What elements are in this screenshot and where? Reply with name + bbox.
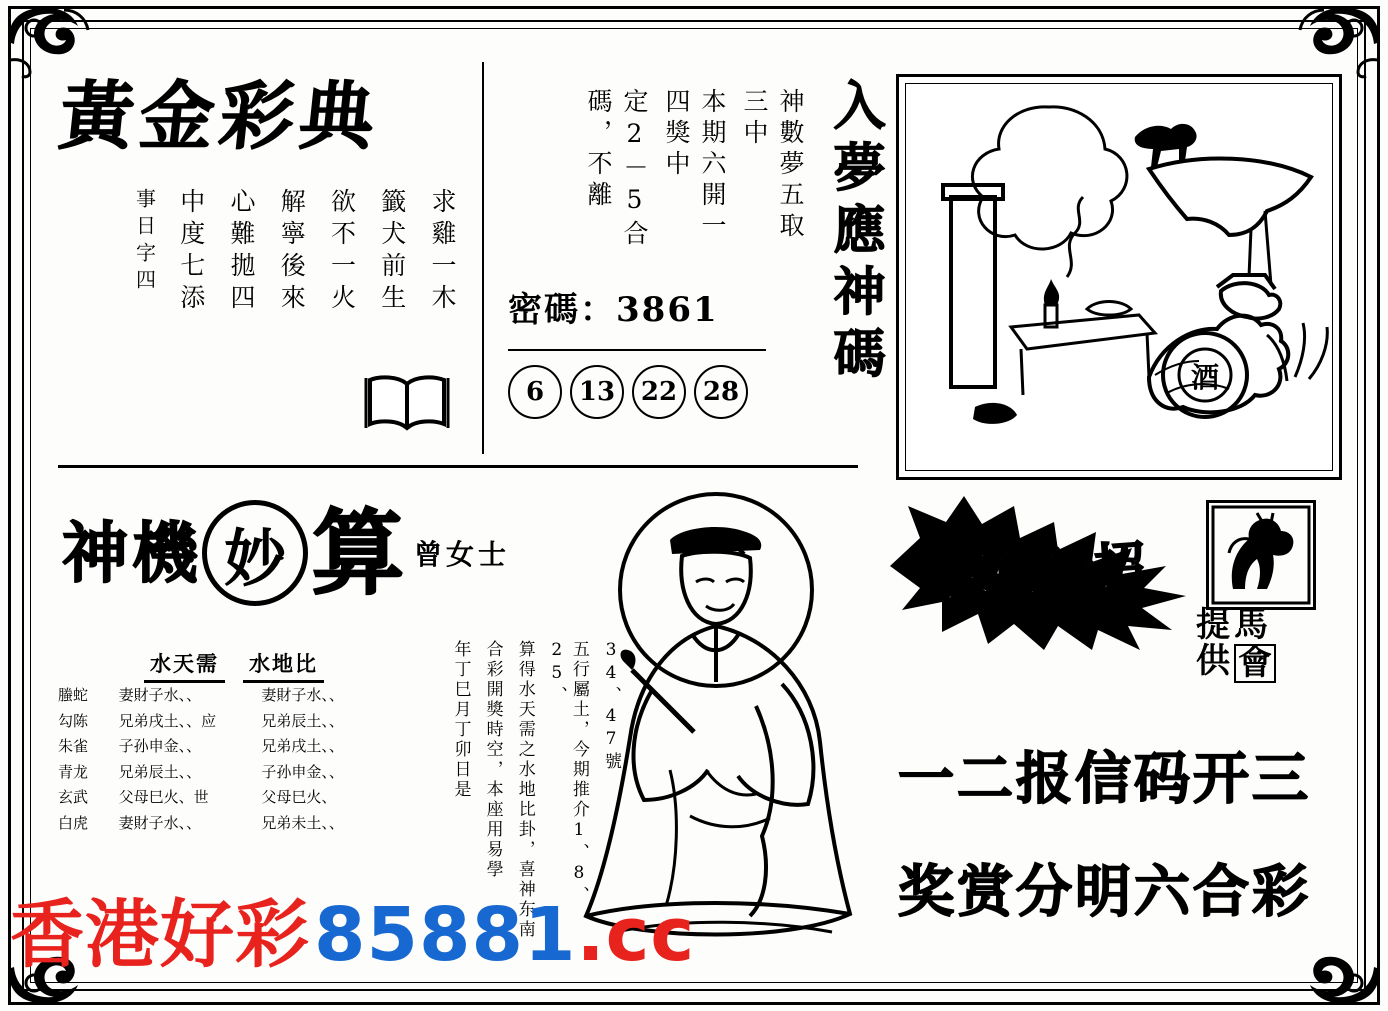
corner-ornament-icon — [1292, 2, 1384, 80]
table-cell: 父母巳火、世 — [118, 788, 209, 806]
table-row-label: 勾陈 — [58, 711, 89, 730]
watermark — [10, 890, 910, 980]
masthead — [55, 74, 460, 440]
verse-column: 求雞一木 — [428, 188, 457, 316]
author-name: 曾女士 — [414, 538, 511, 571]
table-cell: 妻財子水、、 — [261, 686, 344, 704]
table-cell: 兄弟辰土、、 — [118, 762, 202, 781]
table-cell: 兄弟戌土、、应 — [118, 711, 217, 730]
commentary-column: 五行屬土，今期推介1、8、25、 — [546, 640, 589, 906]
table-cell: 父母巳火、 — [261, 788, 337, 806]
table-row-label: 朱雀 — [58, 737, 89, 755]
horse-seal-icon — [1209, 503, 1313, 607]
heading-char-suan: 算 — [312, 499, 405, 607]
heading-char-shen: 神 — [62, 514, 128, 592]
verse-block — [60, 188, 460, 373]
starburst-banner — [886, 492, 1196, 652]
open-book-icon — [364, 372, 450, 436]
horizontal-divider — [58, 465, 858, 468]
lottery-ball: 22 — [632, 365, 686, 419]
secret-code-label: 密碼： — [508, 290, 616, 330]
separator-line — [508, 349, 766, 351]
verse-column: 欲不一火 — [327, 188, 357, 316]
lottery-ball: 13 — [570, 365, 624, 419]
hexagram-table-headers — [58, 648, 398, 683]
commentary-column: 年丁巳月丁卯日是 — [450, 640, 471, 800]
page-title: 黃金彩典 — [55, 74, 385, 160]
mahui-column — [1234, 605, 1276, 688]
commentary-column: 算得水天需之水地比卦，喜神东南 — [514, 640, 535, 940]
hexagram-header-right: 水地比 — [243, 648, 324, 683]
verse-column: 籤犬前生 — [377, 188, 407, 316]
lottery-ball-row — [508, 365, 808, 419]
table-row-label: 青龙 — [58, 762, 89, 781]
mahui-char: 馬 — [1234, 605, 1268, 645]
table-row-label: 玄武 — [58, 788, 89, 806]
mahui-char: 會 — [1234, 644, 1276, 684]
verse-column: 心難拋四 — [227, 188, 256, 316]
forecast-line: 定2－5合碼，不離 — [584, 88, 649, 251]
corner-ornament-icon — [4, 2, 96, 80]
tigong-column — [1196, 605, 1230, 688]
hexagram-left-column — [119, 687, 256, 831]
secret-code-value: 3861 — [616, 290, 719, 330]
table-row-label: 螣蛇 — [58, 686, 89, 704]
tigong-char: 提 — [1196, 605, 1230, 645]
heading-char-ji: 機 — [132, 514, 198, 592]
horse-seal-box — [1206, 500, 1316, 610]
table-cell: 兄弟未土、、 — [261, 813, 344, 832]
jar-label: 酒 — [1190, 361, 1220, 394]
corner-ornament-icon — [1292, 931, 1384, 1009]
table-cell: 兄弟戌土、、 — [261, 737, 344, 755]
brush-vertical-title: 入夢應神碼 — [824, 78, 885, 388]
secret-code — [508, 282, 808, 331]
forecast-line: 神數夢五取三中 — [740, 88, 805, 243]
table-cell: 兄弟辰土、、 — [261, 711, 344, 730]
verse-column: 中度七添 — [176, 188, 206, 316]
watermark-site-tld: .cc — [576, 892, 696, 978]
heading-char-miao: 妙 — [202, 500, 308, 606]
table-cell: 妻財子水、、 — [118, 686, 202, 704]
forecast-line: 本期六開一四獎中 — [662, 88, 727, 243]
spacer — [58, 648, 126, 683]
table-cell: 妻財子水、、 — [118, 813, 202, 832]
illustration-frame — [896, 74, 1342, 480]
forecast-lines — [508, 88, 808, 268]
table-row-label: 白虎 — [58, 813, 89, 832]
tigong-mahui-label — [1196, 605, 1346, 688]
watermark-site-number: 85881 — [314, 892, 577, 978]
hexagram-header-left: 水天需 — [144, 648, 225, 683]
hexagram-label-column — [58, 687, 113, 831]
table-cell: 子孙申金、、 — [118, 737, 202, 755]
verse-column: 事日字四 — [132, 188, 157, 296]
slogan-line-2: 奖赏分明六合彩 — [898, 859, 1311, 925]
slogan-line-1: 一二报信码开三 — [898, 746, 1311, 812]
lottery-ball: 28 — [694, 365, 748, 419]
commentary-column: 合彩開獎時空，本座用易學 — [482, 640, 503, 880]
lottery-ball: 6 — [508, 365, 562, 419]
tigong-char: 供 — [1196, 640, 1230, 681]
watermark-site-name: 香港好彩 — [10, 892, 310, 978]
commentary-column: 34、47號 — [601, 640, 621, 772]
vertical-divider — [482, 62, 484, 454]
verse-column: 解寧後來 — [277, 188, 307, 316]
forecast-block — [508, 88, 808, 448]
sleeping-scholar-dream-scene-icon — [899, 77, 1339, 477]
starburst-text: 探碼新招 — [937, 534, 1150, 609]
table-cell: 子孙申金、、 — [261, 762, 344, 781]
